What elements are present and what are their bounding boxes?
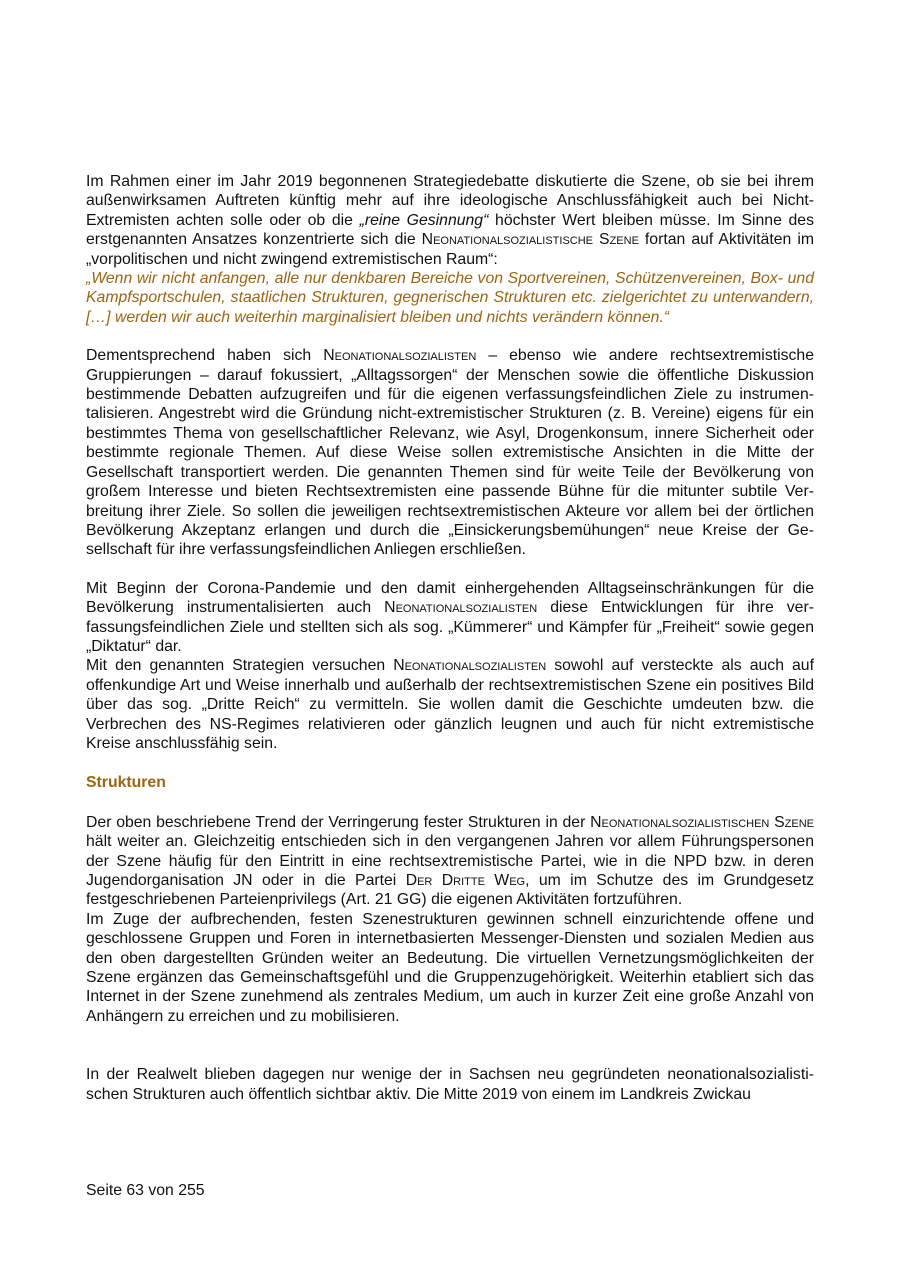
section-heading: Strukturen [86,774,166,792]
page-number-footer: Seite 63 von 255 [86,1182,205,1199]
paragraph-text: – ebenso wie andere rechtsextremistische Gruppierungen – darauf fokussiert, „Alltagssorgen“ der Menschen sowie die öffentliche Diskussion bestimmende Debatten aufzugreifen und für die eigenen verfassungsfeindlichen Ziele zu instrumentalisieren. Angestrebt wird die Gründung nicht-extremistischer Strukturen (z. B. Vereine) eigens für ein bestimmtes Thema von gesellschaftlicher Relevanz, wie Asyl, Drogenkonsum, innere Sicherheit oder bestimmte regionale Themen. Auf diese Weise sollen extremistische Ansichten in die Mitte der Gesellschaft transportiert werden. Die genannten Themen sind für weite Teile der Bevölkerung von großem Interesse und bieten Rechtsextremisten eine passende Bühne für die mitunter subtile Verbreitung ihrer Ziele. So sollen die jeweiligen rechtsextremistischen Akteure vor allem bei der örtlichen Bevölkerung Akzeptanz erlangen und durch die „Einsickerungsbemühungen“ neue Kreise der Gesellschaft für ihre verfassungsfeindlichen Anliegen erschließen. [86,347,814,559]
paragraph-real-world: In der Realwelt blieben dagegen nur wenige der in Sachsen neu gegründeten neonationalsozialistischen Strukturen auch öffentlich sichtbar aktiv. Die Mitte 2019 von einem im Landkreis Zwickau [86,1066,814,1103]
organization-name: Neonationalsozialisten [384,599,538,617]
emphasis-text: „reine Gesinnung“ [359,211,489,229]
paragraph-text: Mit Beginn der Corona-Pandemie und den damit einhergehenden Alltagseinschränkungen für die Bevölkerung instrumentalisierten auch [86,579,814,617]
paragraph-text: hält weiter an. Gleichzeitig entschieden sich in den vergangenen Jahren vor allem Führungspersonen der Szene häufig für den Eintritt in eine rechtsextremistische Partei, wie in die NPD bzw. in deren Jugendorganisation JN oder in die Partei [86,833,814,889]
paragraph-text: sowohl auf versteckte als auch auf offenkundige Art und Weise innerhalb und außerhalb der rechtsextremistischen Szene ein positives Bild über das sog. „Dritte Reich“ zu vermitteln. Sie wollen damit die Geschichte umdeuten bzw. die Verbrechen des NS-Regimes relativieren oder gänzlich leugnen und auch für nicht extremistische Kreise anschlussfähig sein. [86,657,814,752]
paragraph-text: fortan auf Aktivitäten im „vorpolitischen und nicht zwingend extremistischen Raum“: [86,231,814,268]
paragraph-text: , um im Schutze des im Grundgesetz festgeschriebenen Parteienprivilegs (Art. 21 GG) die eigenen Aktivitäten fortzuführen. [86,872,815,909]
quote-block: „Wenn wir nicht anfangen, alle nur denkbaren Bereiche von Sportvereinen, Schützenvereinen, Box- und Kampfsportschulen, staatlichen Strukturen, gegnerischen Strukturen etc. zielgerichtet zu unterwandern, […] werden wir auch weiterhin marginalisiert bleiben und nichts verändern können.“ [86,270,814,326]
paragraph-strategies [86,656,814,753]
spacer [86,327,814,346]
organization-name: Neonationalsozialisten [393,657,547,675]
paragraph-text: diese Entwicklungen für ihre verfassungsfeindlichen Ziele und stellten sich als sog. „Kümmerer“ und Kämpfer für „Freiheit“ sowie gegen „Diktatur“ dar. [86,599,814,655]
paragraph-text: Dementsprechend haben sich [86,347,324,365]
spacer [86,560,814,579]
paragraph-text: Der oben beschriebene Trend der Verringerung fester Strukturen in der [86,813,591,831]
paragraph-text: Mit den genannten Strategien versuchen [86,657,394,675]
party-name: Der Dritte Weg [405,872,526,889]
paragraph-text: höchster Wert bleiben müsse. Im Sinne des erstgenannten Ansatzes konzentrierte sich die [86,211,814,249]
paragraph-online-groups: Im Zuge der aufbrechenden, festen Szenestrukturen gewinnen schnell einzurichtende offene und geschlossene Gruppen und Foren in internetbasierten Messenger-Diensten und sozialen Medien aus den oben dargestellten Gründen weiter an Bedeutung. Die virtuellen Vernetzungsmöglichkeiten der Szene ergänzen das Gemeinschaftsgefühl und die Gruppenzugehörigkeit. Weiterhin etabliert sich das Internet in der Szene zunehmend als zentrales Medium, um auch in kurzer Zeit eine große Anzahl von Anhängern zu erreichen und zu mobilisieren. [86,910,814,1025]
paragraph-corona [86,579,814,657]
paragraph-structures-trend [86,813,814,910]
organization-name: Neonationalsozialistische Szene [421,231,639,249]
spacer [86,1026,814,1046]
spacer [86,793,814,813]
spacer [86,1046,814,1065]
organization-name: Neonationalsozialistischen Szene [590,813,814,831]
paragraph-text: Im Rahmen einer im Jahr 2019 begonnenen Strategiedebatte diskutierte die Szene, ob sie bei ihrem außenwirksamen Auftreten künftig mehr auf ihre ideologische Anschlussfähigkeit auch bei Nicht-Extremisten achten solle oder ob die [86,173,814,229]
spacer [86,753,814,773]
organization-name: Neonationalsozialisten [323,347,477,365]
paragraph-strategy-debate [86,172,814,269]
paragraph-everyday-concerns [86,346,814,559]
